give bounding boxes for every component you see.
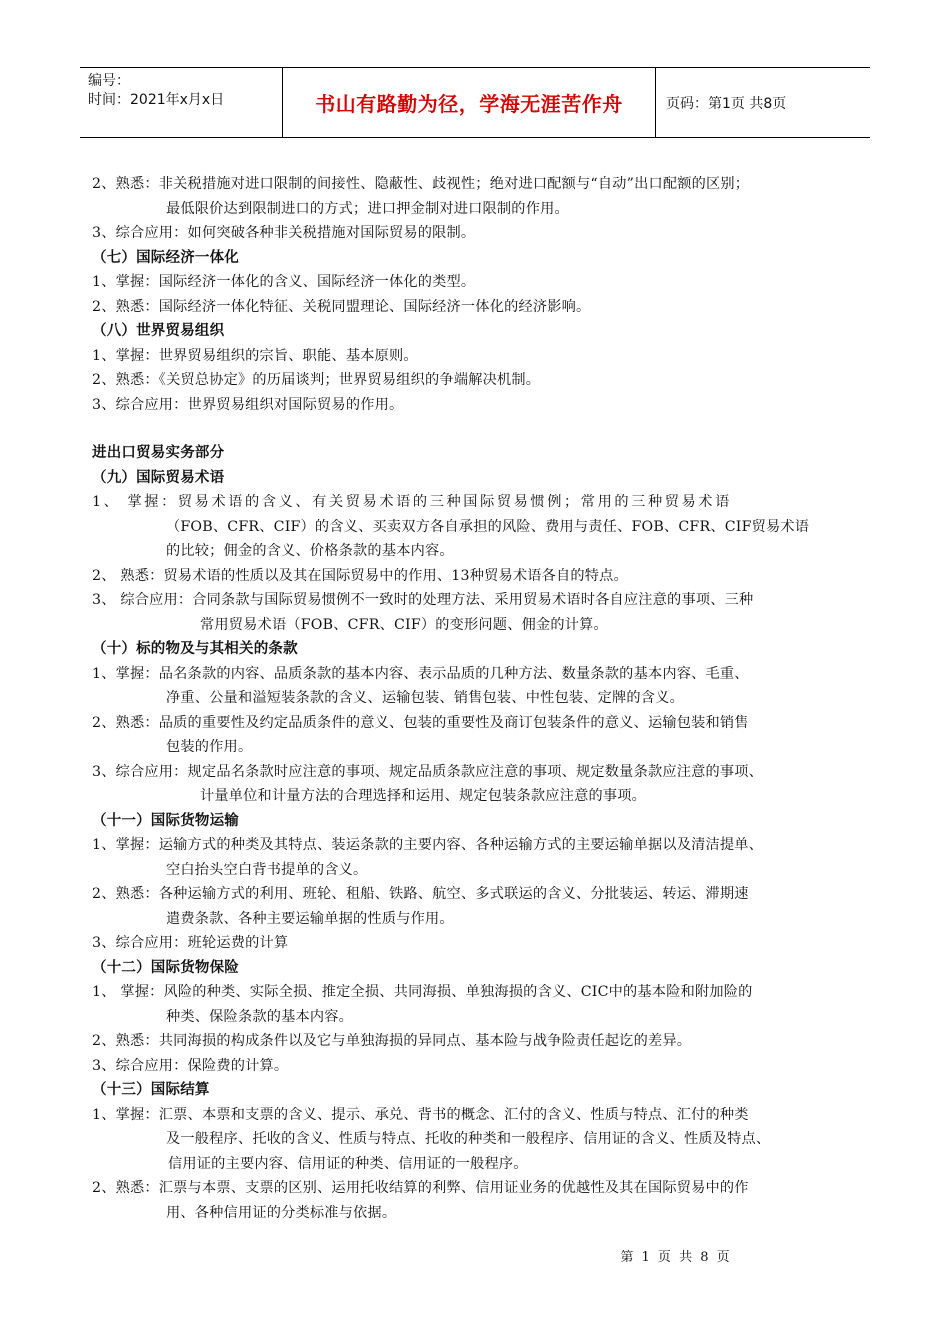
footer-text: 页: [657, 1250, 671, 1265]
body-text-line: 1、 掌握：贸易术语的含义、有关贸易术语的三种国际贸易惯例；常用的三种贸易术语: [92, 494, 732, 510]
section-heading: （十二）国际货物保险: [92, 959, 239, 976]
body-text-line: 2、熟悉：各种运输方式的利用、班轮、租船、铁路、航空、多式联运的含义、分批装运、转运、滞期速: [92, 886, 749, 902]
footer-text: 共: [679, 1250, 693, 1265]
page-header: [80, 67, 870, 138]
body-text-line: 2、熟悉：品质的重要性及约定品质条件的意义、包装的重要性及商订包装条件的意义、运输包装和销售: [92, 714, 749, 731]
section-heading: （十三）国际结算: [92, 1082, 210, 1098]
body-text-line: 1、掌握：汇票、本票和支票的含义、提示、承兑、背书的概念、汇付的含义、性质与特点、汇付的种类: [92, 1106, 749, 1123]
body-text-line: 3、 综合应用：合同条款与国际贸易惯例不一致时的处理方法、采用贸易术语时各自应注意的事项、三种: [92, 592, 754, 608]
header-left-cell: [80, 68, 283, 137]
section-heading: （十一）国际货物运输: [92, 812, 239, 829]
body-text-line: 1、掌握：运输方式的种类及其特点、装运条款的主要内容、各种运输方式的主要运输单据以及清洁提单、: [92, 837, 764, 853]
body-text-line: 2、熟悉：汇票与本票、支票的区别、运用托收结算的利弊、信用证业务的优越性及其在国际贸易中的作: [92, 1180, 749, 1196]
document-body: [92, 172, 872, 1225]
body-text-line: 最低限价达到限制进口的方式；进口押金制对进口限制的作用。: [166, 200, 569, 217]
body-text-line: 1、掌握：国际经济一体化的含义、国际经济一体化的类型。: [92, 274, 476, 290]
section-heading: （九）国际贸易术语: [92, 469, 225, 486]
section-heading: （七）国际经济一体化: [92, 249, 239, 266]
footer-page-number: 1: [641, 1250, 650, 1265]
body-text-line: 1、 掌握：风险的种类、实际全损、推定全损、共同海损、单独海损的含义、CIC中的基本险和附加险的: [92, 984, 753, 1000]
body-text-line: 常用贸易术语（FOB、CFR、CIF）的变形问题、佣金的计算。: [200, 616, 608, 633]
body-text-line: 的比较；佣金的含义、价格条款的基本内容。: [166, 543, 454, 559]
body-text-line: 2、 熟悉：贸易术语的性质以及其在国际贸易中的作用、13种贸易术语各自的特点。: [92, 567, 628, 584]
body-text-line: 2、熟悉：非关税措施对进口限制的间接性、隐蔽性、歧视性；绝对进口配额与“自动”出口配额的区别；: [92, 176, 750, 192]
blank-line: [92, 417, 872, 441]
body-text-line: 用、各种信用证的分类标准与依据。: [166, 1204, 397, 1221]
body-text-line: 3、综合应用：保险费的计算。: [92, 1057, 289, 1074]
body-text-line: 计量单位和计量方法的合理选择和运用、规定包装条款应注意的事项。: [200, 788, 647, 804]
body-text-line: 信用证的主要内容、信用证的种类、信用证的一般程序。: [168, 1155, 528, 1172]
header-page-info: 页码：第1页 共8页: [666, 95, 787, 112]
body-text-line: 3、综合应用：世界贸易组织对国际贸易的作用。: [92, 396, 404, 413]
footer-text: 第: [620, 1250, 634, 1265]
section-heading: （八）世界贸易组织: [92, 323, 225, 339]
document-date: 时间：2021年x月x日: [88, 92, 225, 108]
footer-text: 页: [716, 1250, 730, 1265]
body-text-line: 1、掌握：世界贸易组织的宗旨、职能、基本原则。: [92, 347, 418, 364]
body-text-line: 包装的作用。: [166, 739, 253, 755]
page-footer: [0, 1246, 950, 1265]
section-heading: 进出口贸易实务部分: [92, 445, 225, 461]
footer-total-pages: 8: [700, 1250, 709, 1265]
body-text-line: 净重、公量和溢短装条款的含义、运输包装、销售包装、中性包装、定牌的含义。: [166, 690, 684, 706]
body-text-line: （FOB、CFR、CIF）的含义、买卖双方各自承担的风险、费用与责任、FOB、CFR、CIF贸易术语: [166, 518, 810, 535]
body-text-line: 3、综合应用：规定品名条款时应注意的事项、规定品质条款应注意的事项、规定数量条款应注意的事项、: [92, 763, 764, 780]
body-text-line: 1、掌握：品名条款的内容、品质条款的基本内容、表示品质的几种方法、数量条款的基本内容、毛重、: [92, 665, 749, 682]
body-text-line: 遣费条款、各种主要运输单据的性质与作用。: [166, 910, 454, 927]
body-text-line: 3、综合应用：如何突破各种非关税措施对国际贸易的限制。: [92, 225, 476, 241]
header-motto: 书山有路勤为径，学海无涯苦作舟: [283, 68, 656, 137]
body-text-line: 3、综合应用：班轮运费的计算: [92, 935, 289, 951]
section-heading: （十）标的物及与其相关的条款: [92, 641, 298, 657]
body-text-line: 及一般程序、托收的含义、性质与特点、托收的种类和一般程序、信用证的含义、性质及特点、: [166, 1131, 771, 1147]
body-text-line: 2、熟悉：国际经济一体化特征、关税同盟理论、国际经济一体化的经济影响。: [92, 298, 591, 315]
body-text-line: 种类、保险条款的基本内容。: [166, 1008, 354, 1025]
body-text-line: 2、熟悉：《关贸总协定》的历届谈判；世界贸易组织的争端解决机制。: [92, 372, 541, 388]
body-text-line: 2、熟悉：共同海损的构成条件以及它与单独海损的异同点、基本险与战争险责任起讫的差异。: [92, 1033, 692, 1049]
body-text-line: 空白抬头空白背书提单的含义。: [166, 861, 368, 878]
document-number-label: 编号：: [88, 73, 130, 89]
